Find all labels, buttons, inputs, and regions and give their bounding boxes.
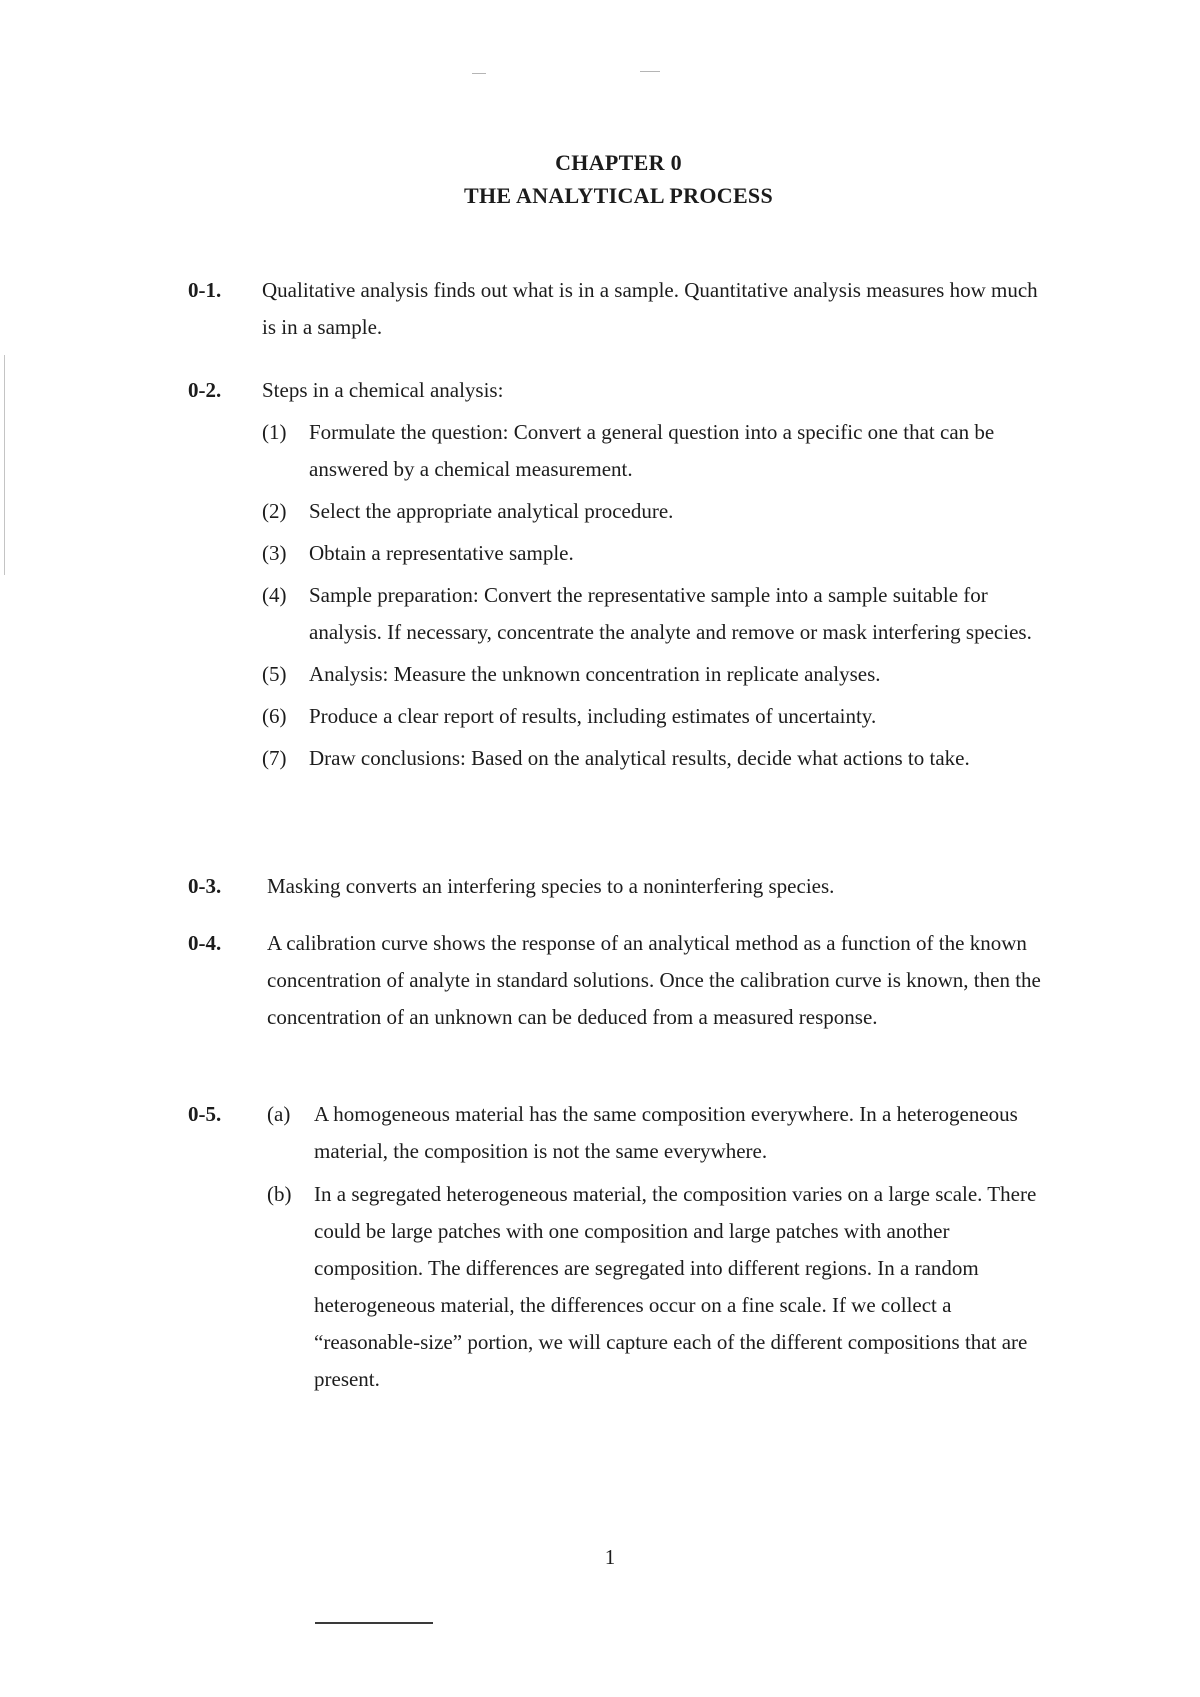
item-text: Obtain a representative sample. — [309, 541, 574, 565]
problem-number: 0-5. — [188, 1102, 222, 1126]
problem-0-4 — [188, 925, 1048, 1036]
item-text: Select the appropriate analytical procedure. — [309, 499, 674, 523]
list-item — [262, 577, 1048, 651]
item-label: (2) — [262, 499, 287, 523]
problem-body — [262, 272, 1048, 346]
list-item — [262, 414, 1048, 488]
list-item — [262, 740, 1048, 777]
problem-0-1 — [188, 272, 1048, 346]
item-text: Analysis: Measure the unknown concentration in replicate analyses. — [309, 662, 881, 686]
item-label: (1) — [262, 420, 287, 444]
chapter-title: THE ANALYTICAL PROCESS — [464, 183, 773, 208]
item-text: Sample preparation: Convert the representative sample into a sample suitable for analysis. If necessary, concentrate the analyte and remove or mask interfering species. — [309, 583, 1032, 644]
list-item — [262, 535, 1048, 572]
step-list — [262, 414, 1048, 777]
list-item — [262, 656, 1048, 693]
item-text: Formulate the question: Convert a general question into a specific one that can be answered by a chemical measurement. — [309, 420, 995, 481]
scan-artifact-line — [315, 1622, 433, 1624]
page-number: 1 — [604, 1545, 616, 1569]
problem-body — [267, 925, 1048, 1036]
problem-0-5 — [188, 1096, 1048, 1398]
chapter-number: CHAPTER 0 — [555, 150, 682, 175]
problem-text: Steps in a chemical analysis: — [262, 378, 504, 402]
problem-0-3 — [188, 868, 1048, 905]
problem-text: Qualitative analysis finds out what is in a sample. Quantitative analysis measures how much is in a sample. — [262, 278, 1038, 339]
list-item — [267, 1176, 1048, 1398]
item-text: Produce a clear report of results, including estimates of uncertainty. — [309, 704, 877, 728]
item-text: In a segregated heterogeneous material, the composition varies on a large scale. There could be large patches with one composition and large patches with another composition. The differences are segregated into different regions. In a random heterogeneous material, the differences occur on a fine scale. If we collect a “reasonable-size” portion, we will capture each of the different compositions that are present. — [314, 1182, 1037, 1391]
scan-artifact-edge — [4, 355, 5, 575]
item-label: (4) — [262, 583, 287, 607]
item-label: (6) — [262, 704, 287, 728]
problem-body — [262, 372, 1048, 777]
list-item — [262, 698, 1048, 735]
item-label: (b) — [267, 1182, 292, 1206]
list-item — [262, 493, 1048, 530]
problem-number: 0-3. — [188, 874, 222, 898]
problem-text: A calibration curve shows the response of an analytical method as a function of the known concentration of analyte in standard solutions. Once the calibration curve is known, then the concentration of an unknown can be deduced from a measured response. — [267, 931, 1041, 1029]
scan-artifact-line — [472, 73, 486, 74]
problem-number: 0-2. — [188, 378, 222, 402]
list-item — [267, 1096, 1048, 1170]
item-label: (a) — [267, 1102, 291, 1126]
item-label: (7) — [262, 746, 287, 770]
part-list — [267, 1096, 1048, 1398]
item-label: (3) — [262, 541, 287, 565]
item-label: (5) — [262, 662, 287, 686]
problem-body — [267, 868, 1048, 905]
item-text: A homogeneous material has the same composition everywhere. In a heterogeneous material, the composition is not the same everywhere. — [314, 1102, 1018, 1163]
problem-0-2 — [188, 372, 1048, 777]
scan-artifact-line — [640, 71, 660, 72]
item-text: Draw conclusions: Based on the analytical results, decide what actions to take. — [309, 746, 970, 770]
problem-number: 0-1. — [188, 278, 222, 302]
problem-body — [267, 1096, 1048, 1398]
problem-number: 0-4. — [188, 931, 222, 955]
problem-text: Masking converts an interfering species to a noninterfering species. — [267, 874, 835, 898]
